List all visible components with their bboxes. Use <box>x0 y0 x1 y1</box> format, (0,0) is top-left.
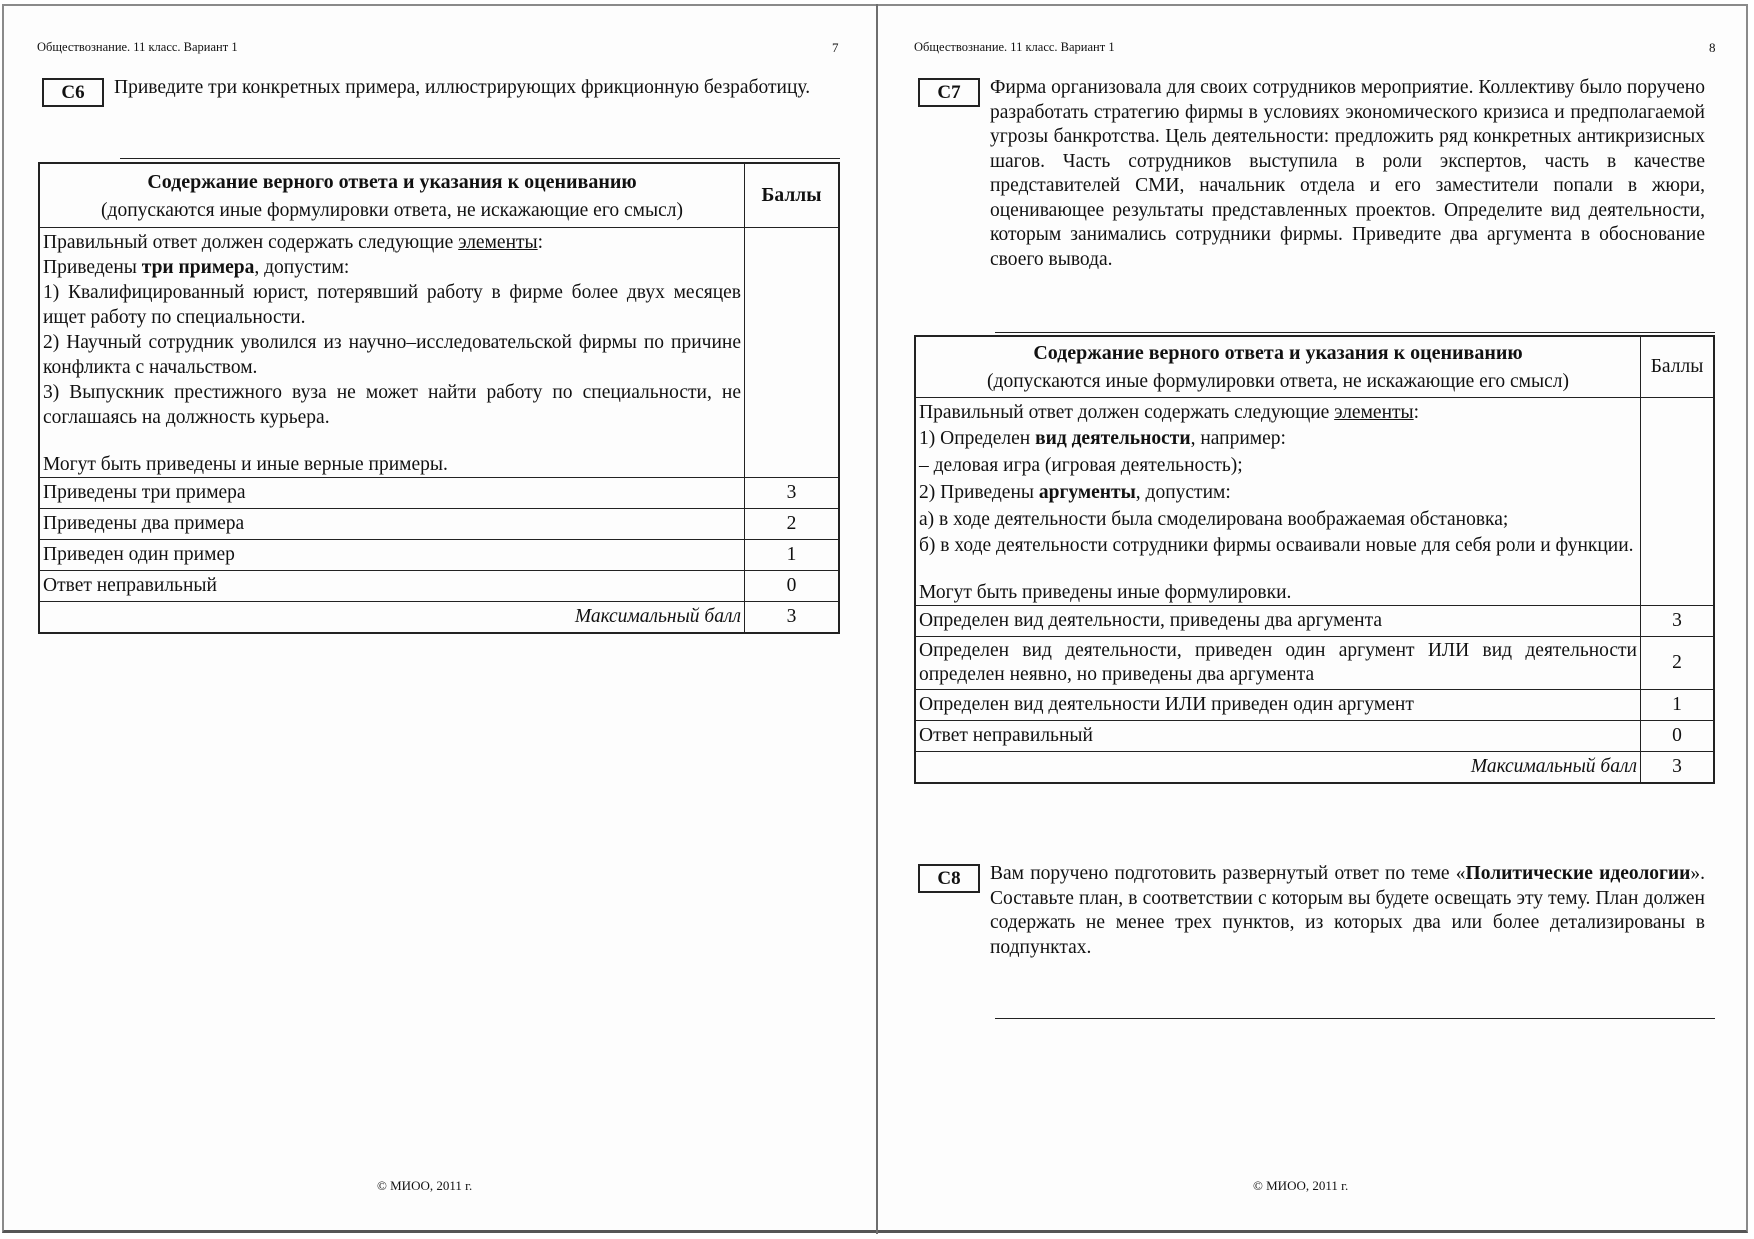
score-column-header: Баллы <box>745 163 840 228</box>
max-score-value: 3 <box>745 602 840 634</box>
argument-a: а) в ходе деятельности была смоделирована воображаемая обстановка; <box>919 509 1509 530</box>
table-header-title: Содержание верного ответа и указания к оцениванию <box>147 171 637 193</box>
criteria-table <box>38 162 840 634</box>
answer-intro: Правильный ответ должен содержать следующие элементы: <box>919 402 1420 423</box>
answer-element-2: 2) Приведены аргументы, допустим: <box>919 482 1231 503</box>
table-row: Ответ неправильный 0 <box>39 571 839 602</box>
answer-intro: Правильный ответ должен содержать следующие элементы: <box>43 232 544 253</box>
max-score-row <box>915 752 1714 784</box>
answer-example: – деловая игра (игровая деятельность); <box>919 455 1243 476</box>
answer-line-2: Приведены три примера, допустим: <box>43 257 350 278</box>
table-header-title: Содержание верного ответа и указания к оцениванию <box>1033 342 1523 364</box>
table-row: Приведены два примера 2 <box>39 509 839 540</box>
table-row: Определен вид деятельности, приведен один аргумент ИЛИ вид деятельности определен неявно, но приведены два аргумента 2 <box>915 637 1714 690</box>
answer-note: Могут быть приведены иные формулировки. <box>919 582 1292 603</box>
table-row: Ответ неправильный 0 <box>915 721 1714 752</box>
table-row: Определен вид деятельности, приведены два аргумента 3 <box>915 606 1714 637</box>
table-header-row <box>915 336 1714 398</box>
task-code: С7 <box>918 78 980 107</box>
score-column-header: Баллы <box>1641 336 1715 398</box>
page-footer: © МИОО, 2011 г. <box>377 1178 473 1193</box>
criteria-table <box>914 335 1715 784</box>
page-7 <box>0 0 876 1239</box>
max-score-value: 3 <box>1641 752 1715 784</box>
answer-line <box>120 158 840 159</box>
table-header-subtitle: (допускаются иные формулировки ответа, не искажающие его смысл) <box>987 371 1569 392</box>
example-1: 1) Квалифицированный юрист, потерявший работу в фирме более двух месяцев ищет работу по специальности. <box>43 282 741 328</box>
answer-line <box>995 332 1715 333</box>
task-c6 <box>42 76 840 107</box>
table-header-row <box>39 163 839 228</box>
max-score-label: Максимальный балл <box>915 752 1641 784</box>
max-score-row <box>39 602 839 634</box>
page-8 <box>878 0 1754 1239</box>
table-header-subtitle: (допускаются иные формулировки ответа, не искажающие его смысл) <box>101 200 683 221</box>
table-row: Приведены три примера 3 <box>39 478 839 509</box>
example-3: 3) Выпускник престижного вуза не может найти работу по специальности, не соглашаясь на должность курьера. <box>43 382 741 428</box>
task-text: Вам поручено подготовить развернутый ответ по теме «Политические идеологии». Составьте план, в соответствии с которым вы будете освещать эту тему. План должен содержать не менее трех пунктов, из которых два или более детализированы в подпунктах. <box>990 863 1705 958</box>
task-c7 <box>918 76 1715 272</box>
task-code: С8 <box>918 864 980 893</box>
task-text: Приведите три конкретных примера, иллюстрирующих фрикционную безработицу. <box>114 77 811 98</box>
topic-title: Политические идеологии <box>1465 863 1691 884</box>
page-number: 7 <box>832 40 839 55</box>
task-text: Фирма организовала для своих сотрудников мероприятие. Коллективу было поручено разработать стратегию фирмы в условиях экономического кризиса и предполагаемой угрозы банкротства. Цель деятельности: предложить ряд конкретных антикризисных шагов. Часть сотрудников выступила в роли экспертов, часть в качестве представителей СМИ, начальник отдела и его заместители попали в жюри, оценивающее результаты представленных проектов. Определите вид деятельности, которым занимались сотрудники фирмы. Приведите два аргумента в обоснование своего вывода. <box>990 77 1705 270</box>
answer-element-1: 1) Определен вид деятельности, например: <box>919 428 1286 449</box>
answer-content-row <box>915 398 1714 606</box>
argument-b: б) в ходе деятельности сотрудники фирмы осваивали новые для себя роли и функции. <box>919 535 1634 556</box>
answer-note: Могут быть приведены и иные верные примеры. <box>43 454 448 475</box>
table-row: Приведен один пример 1 <box>39 540 839 571</box>
page-number: 8 <box>1709 40 1716 55</box>
max-score-label: Максимальный балл <box>39 602 745 634</box>
answer-content-row <box>39 228 839 478</box>
answer-line <box>995 1018 1715 1019</box>
example-2: 2) Научный сотрудник уволился из научно–исследовательской фирмы по причине конфликта с начальством. <box>43 332 741 378</box>
page-footer: © МИОО, 2011 г. <box>1253 1178 1349 1193</box>
task-c8 <box>918 862 1715 960</box>
running-header: Обществознание. 11 класс. Вариант 1 <box>37 40 238 54</box>
table-row: Определен вид деятельности ИЛИ приведен один аргумент 1 <box>915 690 1714 721</box>
task-code: С6 <box>42 78 104 107</box>
running-header: Обществознание. 11 класс. Вариант 1 <box>914 40 1115 54</box>
